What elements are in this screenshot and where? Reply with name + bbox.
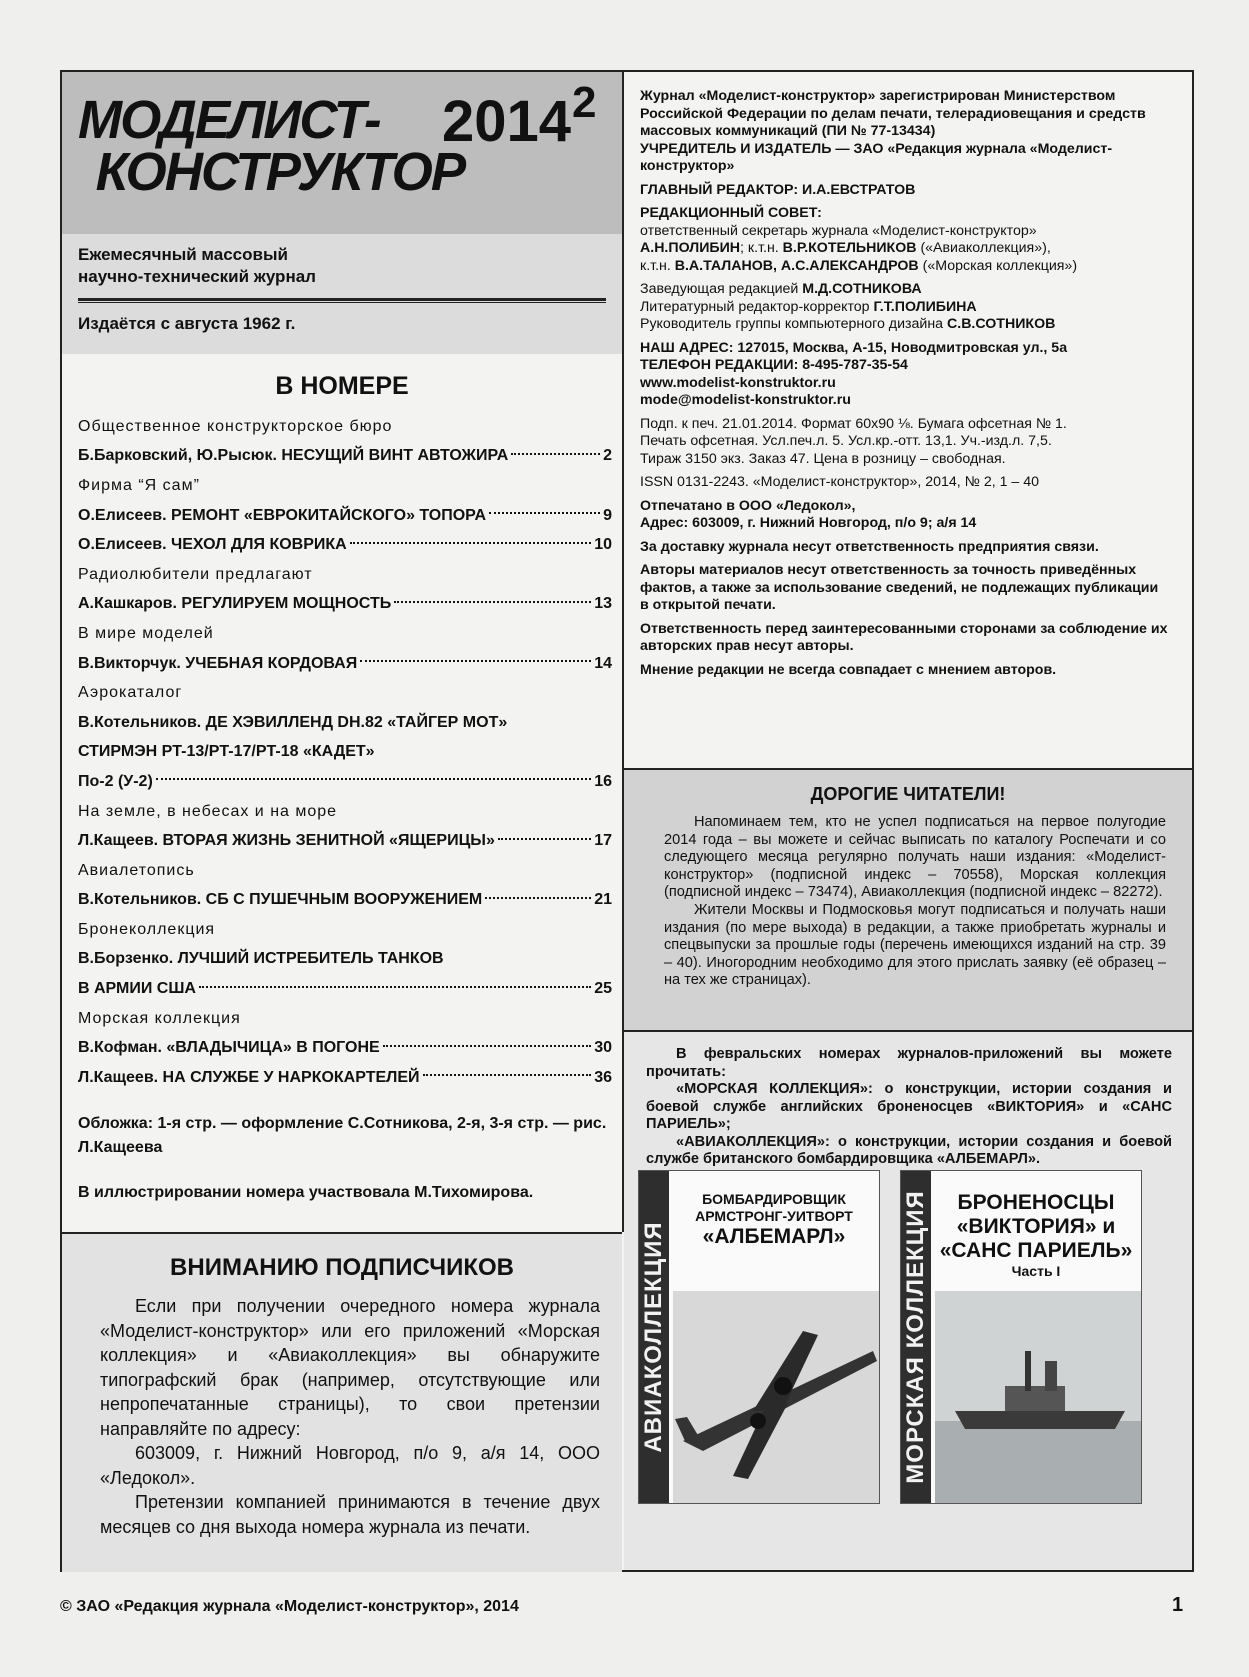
print-details: Подп. к печ. 21.01.2014. Формат 60х90 ⅛. Бумага офсетная № 1.: [640, 415, 1067, 432]
registration-notice: Журнал «Моделист-конструктор» зарегистрирован Министерством Российской Федерации по делам печати, телерадиовещания и средств массовых коммуникаций (ПИ № 77-13434): [640, 88, 1146, 139]
council-text: («Авиаколлекция»),: [916, 240, 1051, 256]
toc-entry[interactable]: [78, 708, 612, 738]
paragraph: «АВИАКОЛЛЕКЦИЯ»: о конструкции, истории создания и боевой службе британского бомбардировщика «АЛБЕМАРЛ».: [646, 1133, 1172, 1167]
toc-category: [78, 915, 612, 945]
toc-category: [78, 678, 612, 708]
staff-name: С.В.СОТНИКОВ: [947, 316, 1056, 332]
toc-category: [78, 1004, 612, 1034]
printer-address: Адрес: 603009, г. Нижний Новгород, п/о 9; а/я 14: [640, 515, 977, 531]
sea-collection-cover[interactable]: [900, 1170, 1142, 1504]
readers-notice: [624, 770, 1192, 1030]
toc-leader-dots: [423, 1074, 592, 1076]
staff-role: Заведующая редакцией: [640, 281, 803, 297]
founder: УЧРЕДИТЕЛЬ И ИЗДАТЕЛЬ — ЗАО «Редакция журнала «Моделист-конструктор»: [640, 140, 1113, 174]
magazine-logo: [78, 90, 465, 202]
avia-collection-cover[interactable]: [638, 1170, 880, 1504]
toc-page-number: 21: [594, 891, 612, 909]
toc-category-label: Аэрокаталог: [78, 684, 183, 702]
toc-category-label: Общественное конструкторское бюро: [78, 417, 393, 435]
toc-page-number: 36: [594, 1068, 612, 1086]
toc-entry[interactable]: [78, 1033, 612, 1063]
table-of-contents: [78, 412, 612, 1093]
toc-category-label: Фирма “Я сам”: [78, 476, 200, 494]
imprint: [640, 88, 1168, 685]
subscribers-notice: [62, 1232, 622, 1572]
paragraph: 603009, г. Нижний Новгород, п/о 9, а/я 14, ООО «Ледокол».: [100, 1443, 600, 1488]
toc-entry[interactable]: [78, 442, 612, 472]
toc-entry-title: А.Кашкаров. РЕГУЛИРУЕМ МОЩНОСТЬ: [78, 595, 392, 613]
toc-entry-title: В.Котельников. СБ С ПУШЕЧНЫМ ВООРУЖЕНИЕМ: [78, 891, 483, 909]
logo-line-1: МОДЕЛИСТ-: [78, 90, 380, 150]
cover-title-line: «САНС ПАРИЕЛЬ»: [939, 1239, 1133, 1262]
subscribers-title: ВНИМАНИЮ ПОДПИСЧИКОВ: [170, 1254, 514, 1281]
council-name: А.Н.ПОЛИБИН: [640, 240, 741, 256]
published-since: Издаётся с августа 1962 г.: [78, 314, 296, 333]
council-title: РЕДАКЦИОННЫЙ СОВЕТ:: [640, 205, 822, 221]
toc-leader-dots: [360, 660, 591, 662]
print-details: Печать офсетная. Усл.печ.л. 5. Усл.кр.-отт. 13,1. Уч.-изд.л. 7,5.: [640, 433, 1052, 449]
staff-name: Г.Т.ПОЛИБИНА: [873, 298, 977, 315]
toc-leader-dots: [394, 601, 591, 603]
toc-entry-title: В.Борзенко. ЛУЧШИЙ ИСТРЕБИТЕЛЬ ТАНКОВ: [78, 950, 444, 968]
copyright: © ЗАО «Редакция журнала «Моделист-конструктор», 2014: [60, 1598, 519, 1615]
cover-title-line: БОМБАРДИРОВЩИК: [702, 1191, 846, 1207]
subtitle-line-2: научно-технический журнал: [78, 267, 316, 286]
issue-number: 2: [572, 78, 597, 127]
toc-category: [78, 797, 612, 827]
divider: [78, 298, 606, 301]
toc-category: [78, 619, 612, 649]
cover-part-label: Часть I: [1011, 1263, 1061, 1279]
council-line: ответственный секретарь журнала «Моделист-конструктор»: [640, 222, 1037, 239]
toc-entry[interactable]: [78, 530, 612, 560]
toc-leader-dots: [485, 897, 591, 899]
council-name: В.Р.КОТЕЛЬНИКОВ: [782, 240, 917, 256]
subtitle-line-1: Ежемесячный массовый: [78, 245, 288, 264]
staff-role: Литературный редактор-корректор: [640, 298, 874, 315]
toc-page-number: 14: [594, 654, 612, 672]
chief-editor: ГЛАВНЫЙ РЕДАКТОР: И.А.ЕВСТРАТОВ: [640, 181, 916, 198]
paragraph: «МОРСКАЯ КОЛЛЕКЦИЯ»: о конструкции, истории создания и боевой службе английских броненосцев «ВИКТОРИЯ» и «САНС ПАРИЕЛЬ»;: [646, 1081, 1172, 1132]
toc-category-label: Бронеколлекция: [78, 920, 216, 938]
phone: ТЕЛЕФОН РЕДАКЦИИ: 8-495-787-35-54: [640, 357, 908, 373]
toc-leader-dots: [489, 512, 600, 514]
readers-title: ДОРОГИЕ ЧИТАТЕЛИ!: [810, 784, 1006, 804]
battleship-illustration: [935, 1291, 1141, 1503]
toc-entry-title: О.Елисеев. ЧЕХОЛ ДЛЯ КОВРИКА: [78, 536, 347, 554]
toc-category-label: На земле, в небесах и на море: [78, 802, 338, 820]
toc-category-label: Морская коллекция: [78, 1009, 241, 1027]
logo-line-2: КОНСТРУКТОР: [95, 142, 465, 202]
rights-note: Ответственность перед заинтересованными сторонами за соблюдение их авторских прав несут авторы.: [640, 620, 1168, 654]
toc-category: [78, 412, 612, 442]
cover-spine-title: АВИАКОЛЛЕКЦИЯ: [640, 1221, 667, 1453]
cover-title-line: АРМСТРОНГ-УИТВОРТ: [695, 1208, 853, 1224]
subscribers-body: [100, 1294, 600, 1539]
toc-leader-dots: [498, 838, 591, 840]
cover-spine: [901, 1171, 931, 1503]
toc-page-number: 16: [594, 772, 612, 790]
cover-title-line: БРОНЕНОСЦЫ: [957, 1191, 1115, 1214]
toc-entry[interactable]: [78, 974, 612, 1004]
cover-title: [937, 1191, 1135, 1280]
toc-category: [78, 856, 612, 886]
toc-entry-title: По-2 (У-2): [78, 772, 153, 790]
website-link[interactable]: www.modelist-konstruktor.ru: [640, 374, 836, 391]
delivery-note: За доставку журнала несут ответственность предприятия связи.: [640, 538, 1099, 555]
toc-category-label: Авиалетопись: [78, 861, 195, 879]
toc-page-number: 10: [594, 536, 612, 554]
printer: Отпечатано в ООО «Ледокол»,: [640, 497, 856, 514]
opinion-note: Мнение редакции не всегда совпадает с мнением авторов.: [640, 661, 1057, 678]
toc-entry[interactable]: [78, 945, 612, 975]
toc-entry[interactable]: [78, 738, 612, 768]
paragraph: Жители Москвы и Подмосковья могут подписаться и получать наши издания (по мере выхода) в редакции, а также приобретать журналы и спецвыпуски за прошлые годы (перечень имеющихся изданий на стр. 39 – 40). Иногородним необходимо для этого прислать заявку (её образец – на тех же страницах).: [664, 901, 1166, 989]
left-column: [62, 72, 624, 1537]
council-text: («Морская коллекция»): [918, 257, 1078, 274]
february-issues: [624, 1032, 1192, 1570]
toc-page-number: 25: [594, 980, 612, 998]
toc-entry[interactable]: [78, 649, 612, 679]
paragraph: Если при получении очередного номера журнала «Моделист-конструктор» или его приложений «Морская коллекция» и «Авиаколлекция» вы обнаружите типографский брак (например, отсутствующие или непропечатанные страницы), то свои претензии направляйте по адресу:: [100, 1296, 600, 1439]
toc-entry[interactable]: [78, 1063, 612, 1093]
toc-entry-title: В АРМИИ США: [78, 980, 196, 998]
toc-entry-title: В.Кофман. «ВЛАДЫЧИЦА» В ПОГОНЕ: [78, 1039, 380, 1057]
toc-entry-title: Б.Барковский, Ю.Рысюк. НЕСУЩИЙ ВИНТ АВТОЖИРА: [78, 447, 509, 465]
airplane-icon: [673, 1291, 879, 1503]
toc-page-number: 9: [603, 506, 612, 524]
toc-entry[interactable]: [78, 767, 612, 797]
page-frame: [60, 70, 1194, 1572]
toc-entry-title: В.Викторчук. УЧЕБНАЯ КОРДОВАЯ: [78, 654, 358, 672]
staff-role: Руководитель группы компьютерного дизайна: [640, 316, 947, 332]
paragraph: Претензии компанией принимаются в течение двух месяцев со дня выхода номера журнала из печати.: [100, 1492, 600, 1537]
cover-title-line: «АЛБЕМАРЛ»: [702, 1225, 846, 1248]
email-link[interactable]: mode@modelist-konstruktor.ru: [640, 392, 851, 408]
toc-leader-dots: [199, 986, 591, 988]
divider: [78, 302, 606, 303]
subtitle: [78, 244, 316, 288]
print-details: Тираж 3150 экз. Заказ 47. Цена в розницу – свободная.: [640, 450, 1006, 467]
masthead: [62, 72, 622, 234]
toc-leader-dots: [511, 453, 600, 455]
toc-page-number: 13: [594, 595, 612, 613]
cover-spine: [639, 1171, 669, 1503]
ship-icon: [935, 1291, 1141, 1503]
council-text: ; к.т.н.: [740, 240, 783, 256]
toc-page-number: 2: [603, 447, 612, 465]
february-body: [646, 1046, 1172, 1169]
cover-title: [675, 1191, 873, 1249]
cover-spine-title: МОРСКАЯ КОЛЛЕКЦИЯ: [902, 1190, 929, 1484]
issn: ISSN 0131-2243. «Моделист-конструктор», 2014, № 2, 1 – 40: [640, 474, 1040, 490]
illustration-credits: В иллюстрировании номера участвовала М.Тихомирова.: [78, 1184, 534, 1201]
toc-entry-title: Л.Кащеев. ВТОРАЯ ЖИЗНЬ ЗЕНИТНОЙ «ЯЩЕРИЦЫ»: [78, 832, 495, 850]
toc-category: [78, 560, 612, 590]
toc-entry[interactable]: [78, 826, 612, 856]
toc-category-label: В мире моделей: [78, 624, 214, 642]
toc-page-number: 17: [594, 832, 612, 850]
staff-name: М.Д.СОТНИКОВА: [802, 281, 922, 297]
address: НАШ АДРЕС: 127015, Москва, А-15, Новодмитровская ул., 5а: [640, 339, 1068, 356]
cover-credits: Обложка: 1-я стр. — оформление С.Сотникова, 2-я, 3-я стр. — рис. Л.Кащеева: [78, 1115, 607, 1156]
council-text: к.т.н.: [640, 257, 675, 274]
toc-category: [78, 471, 612, 501]
toc-leader-dots: [156, 778, 591, 780]
toc-leader-dots: [350, 542, 592, 544]
toc-entry[interactable]: [78, 590, 612, 620]
toc-entry-title: Л.Кащеев. НА СЛУЖБЕ У НАРКОКАРТЕЛЕЙ: [78, 1068, 420, 1086]
readers-body: [664, 814, 1166, 990]
paragraph: В февральских номерах журналов-приложений вы можете прочитать:: [646, 1046, 1172, 1080]
toc-entry[interactable]: [78, 886, 612, 916]
issue-year: 2014: [442, 89, 572, 154]
toc-page-number: 30: [594, 1039, 612, 1057]
toc-entry-title: СТИРМЭН PT-13/PT-17/PT-18 «КАДЕТ»: [78, 743, 375, 761]
toc-entry[interactable]: [78, 501, 612, 531]
toc-leader-dots: [383, 1045, 592, 1047]
cover-title-line: «ВИКТОРИЯ» и: [956, 1215, 1116, 1238]
toc-title: В НОМЕРЕ: [275, 372, 409, 400]
page-number: 1: [1172, 1594, 1184, 1616]
authors-note: Авторы материалов несут ответственность за точность приведённых фактов, а также за использование сведений, не подлежащих публикации в открытой печати.: [640, 562, 1159, 613]
toc-entry-title: О.Елисеев. РЕМОНТ «ЕВРОКИТАЙСКОГО» ТОПОРА: [78, 506, 486, 524]
council-name: В.А.ТАЛАНОВ, А.С.АЛЕКСАНДРОВ: [674, 257, 919, 274]
masthead-subtitle: [62, 234, 622, 354]
paragraph: Напоминаем тем, кто не успел подписаться на первое полугодие 2014 года – вы можете и сейчас выписать по каталогу Роспечати и со следующего месяца регулярно получать наши издания: «Моделист-конструктор» (подписной индекс – 70558), Морская коллекция (подписной индекс – 73474), Авиаколлекция (подписной индекс – 82272).: [664, 814, 1166, 901]
toc-category-label: Радиолюбители предлагают: [78, 565, 313, 583]
toc-entry-title: В.Котельников. ДЕ ХЭВИЛЛЕНД DH.82 «ТАЙГЕР МОТ»: [78, 713, 508, 731]
bomber-aircraft-illustration: [673, 1291, 879, 1503]
